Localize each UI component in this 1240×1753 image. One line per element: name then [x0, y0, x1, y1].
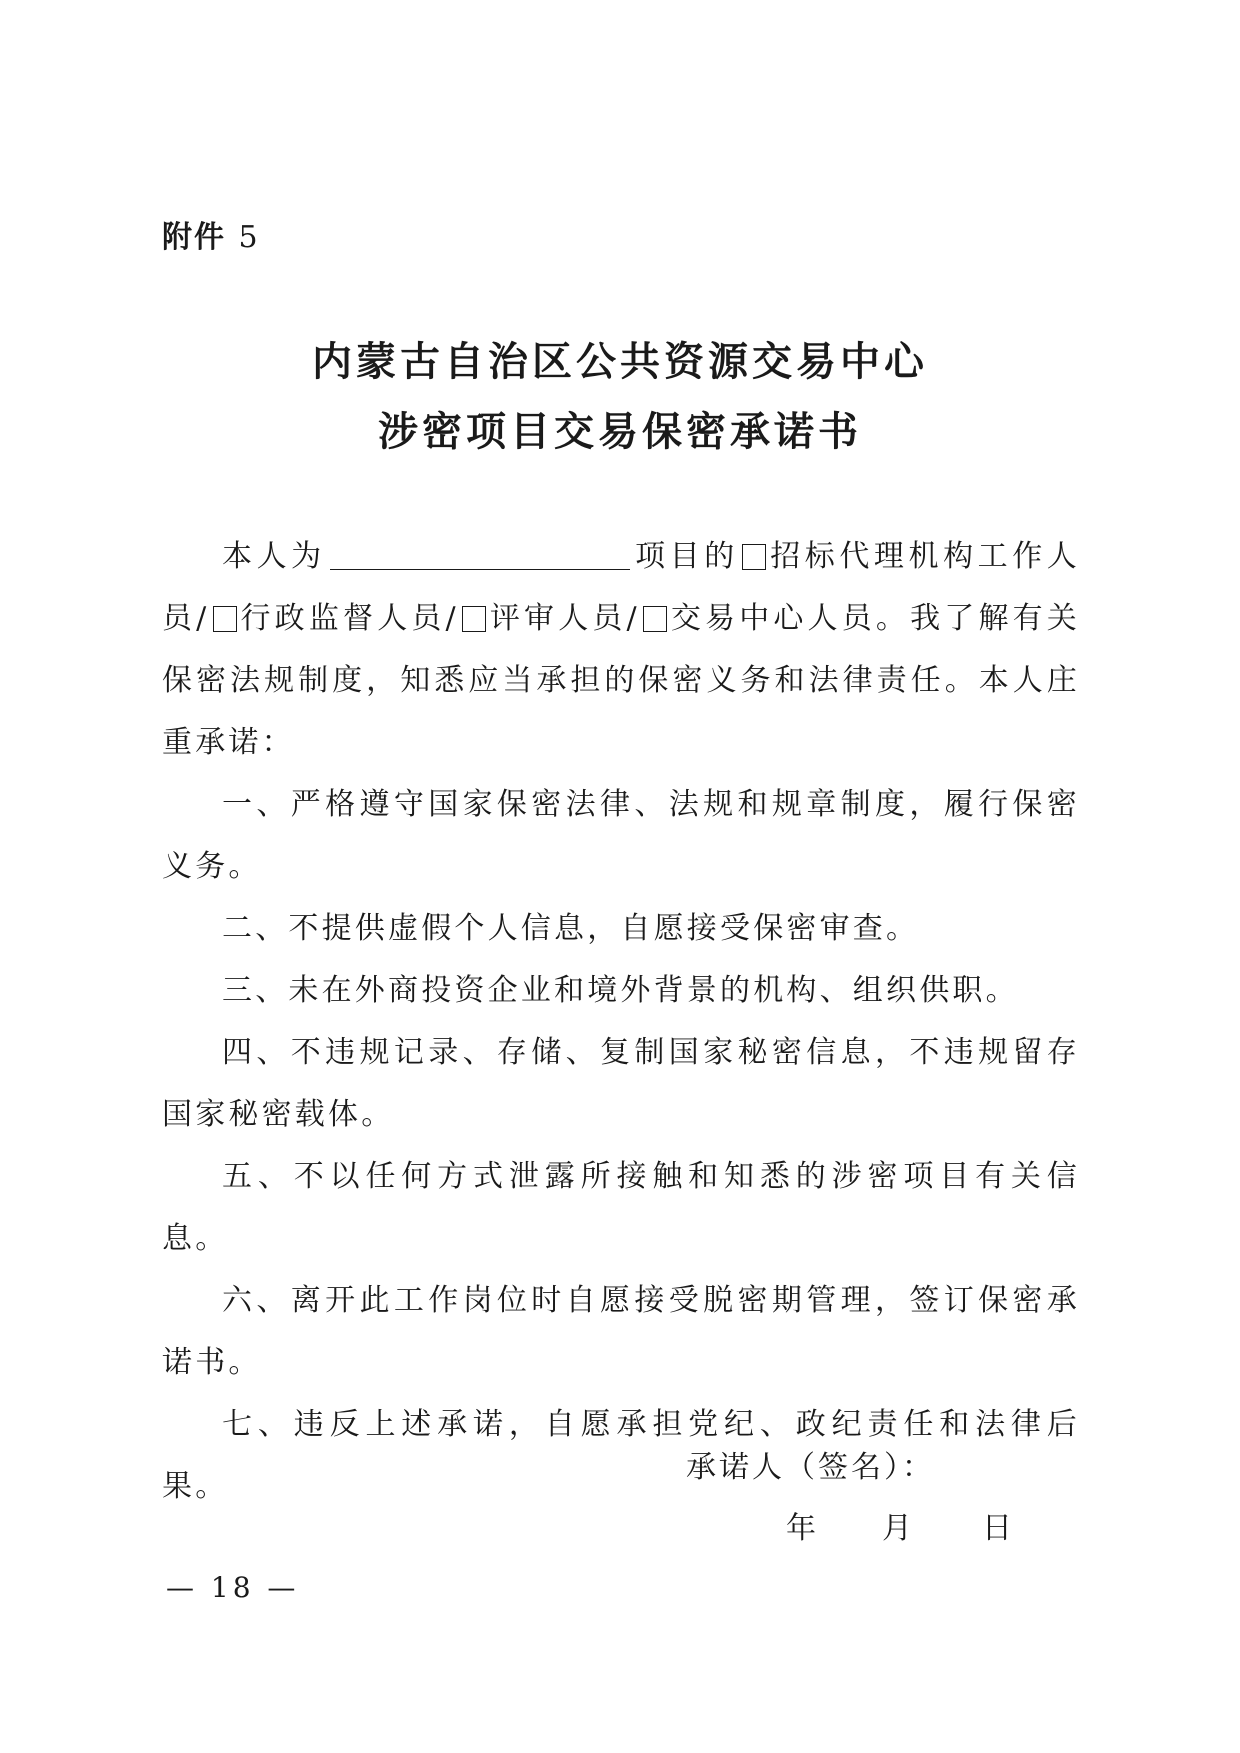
date-day-label: 日 [982, 1511, 1012, 1546]
commitment-item-6: 六、离开此工作岗位时自愿接受脱密期管理，签订保密承诺书。 [162, 1283, 1080, 1380]
intro-after-blank: 项目的 [633, 539, 739, 574]
commitment-item-3: 三、未在外商投资企业和境外背景的机构、组织供职。 [222, 973, 1019, 1008]
document-body [162, 526, 1080, 1518]
intro-prefix: 本人为 [222, 539, 326, 574]
option-center-staff: 交易中心人员。我了解有关保密法规制度，知悉应当承担的保密义务和法律责任。本人庄重承诺： [162, 601, 1080, 760]
option-review-staff: 评审人员/ [488, 601, 640, 636]
checkbox-review-staff[interactable] [462, 606, 486, 632]
project-name-blank [330, 539, 630, 570]
commitment-item-4: 四、不违规记录、存储、复制国家秘密信息，不违规留存国家秘密载体。 [162, 1035, 1080, 1132]
attachment-text: 附件 [162, 220, 226, 255]
checkbox-center-staff[interactable] [643, 606, 667, 632]
intro-paragraph [162, 526, 1080, 774]
date-year-label: 年 [786, 1511, 816, 1546]
document-title-line2: 涉密项目交易保密承诺书 [378, 408, 862, 455]
option-agency-staff: 招标代理机构工作人员/ [162, 539, 1080, 636]
date-month-label: 月 [882, 1511, 912, 1546]
signature-label: 承诺人（签名）： [686, 1450, 935, 1485]
checkbox-supervision-staff[interactable] [213, 606, 237, 632]
document-title-line1: 内蒙古自治区公共资源交易中心 [312, 338, 928, 385]
commitment-item-7: 七、违反上述承诺，自愿承担党纪、政纪责任和法律后果。 [162, 1407, 1080, 1504]
option-supervision-staff: 行政监督人员/ [239, 601, 459, 636]
commitment-item-2: 二、不提供虚假个人信息，自愿接受保密审查。 [222, 911, 920, 946]
attachment-label [162, 212, 260, 256]
commitment-item-5: 五、不以任何方式泄露所接触和知悉的涉密项目有关信息。 [162, 1159, 1080, 1256]
page-number: — 18 — [166, 1571, 300, 1604]
commitment-item-1: 一、严格遵守国家保密法律、法规和规章制度，履行保密义务。 [162, 787, 1080, 884]
checkbox-agency-staff[interactable] [742, 544, 766, 570]
attachment-number: 5 [238, 220, 260, 255]
